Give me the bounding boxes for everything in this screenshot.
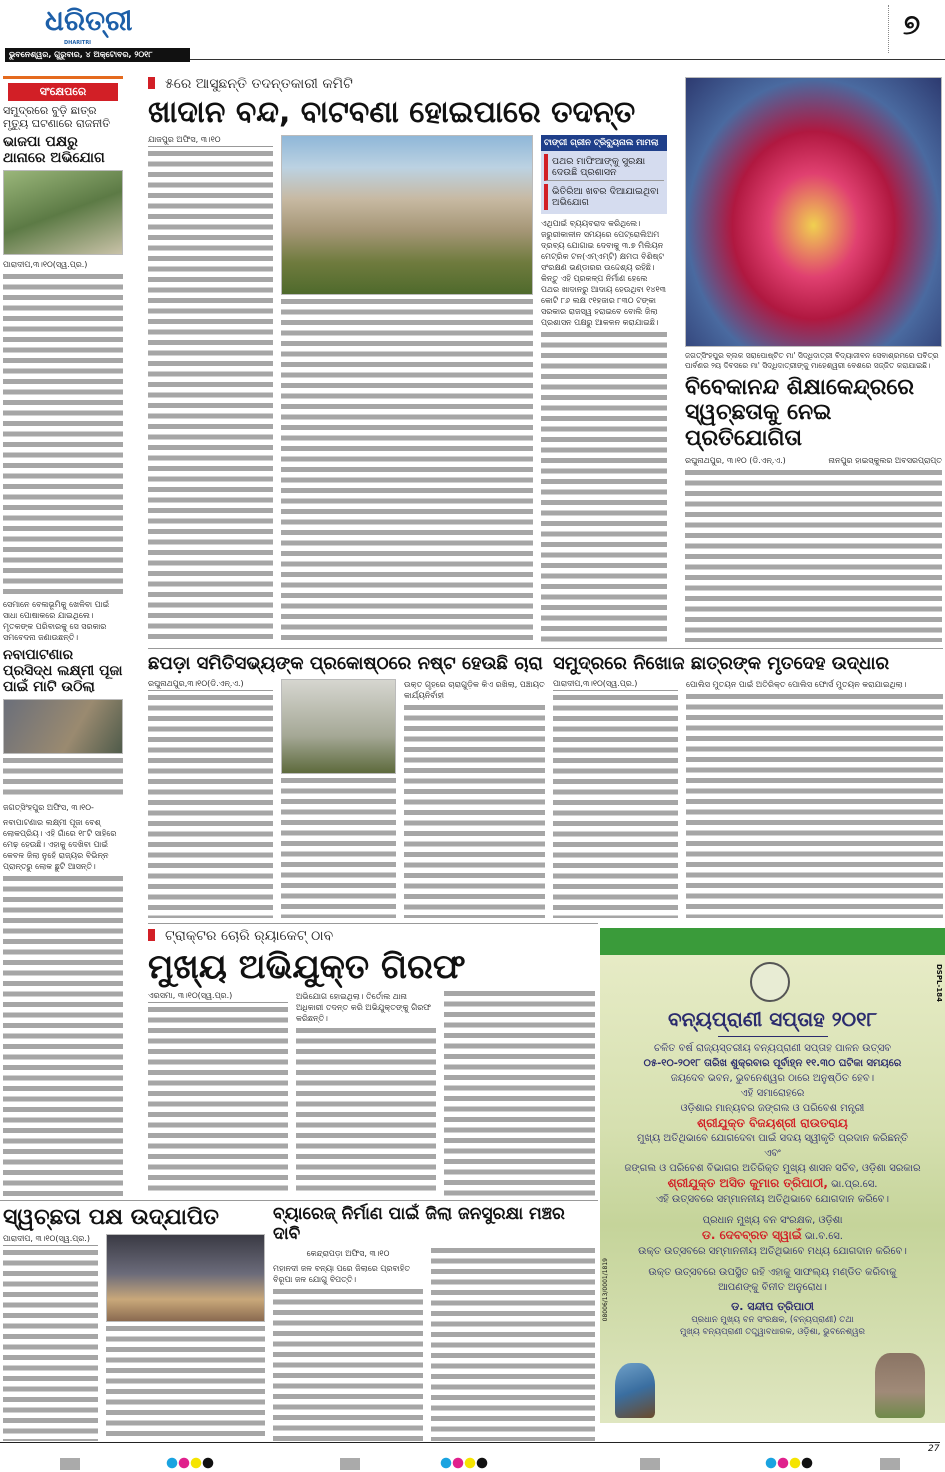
student-lead: ପୋଲିସ ମୁତୟନ ପାଇଁ ଅତିରିକ୍ତ ପୋଲିସ ଫୋର୍ସ ମୁତୟନ କରାଯାଇଥିଲା। — [686, 679, 907, 689]
ad-line: ଉକ୍ତ ଉତ୍ସବରେ ସମ୍ମାନନୀୟ ଅତିଥିଭାବେ ମଧ୍ୟ ଯୋଗଦାନ କରିବେ। — [638, 1246, 907, 1257]
ad-line: ଏହି ଉତ୍ସବରେ ସମ୍ମାନନୀୟ ଅତିଥିଭାବେ ଯୋଗଦାନ କରିବେ। — [656, 1194, 889, 1205]
ad-secretary: ଶ୍ରୀଯୁକ୍ତ ଅସିତ କୁମାର ତ୍ରିପାଠୀ, — [667, 1176, 828, 1190]
swachhata-headline: ସ୍ୱଚ୍ଛତା ପକ୍ଷ ଉଦ୍‌ଯାପିତ — [3, 1205, 219, 1230]
brief-label: ସଂକ୍ଷେପରେ — [8, 83, 118, 101]
lakshmi-photo — [3, 699, 123, 754]
right-top — [685, 77, 942, 642]
logo-subtitle: DHARITRI — [64, 40, 92, 46]
barrage-story — [273, 1205, 595, 1441]
brief-tail: ସେମାନେ ବେଳାଭୂମିକୁ ଖେଳିବା ପାଇଁ ସାଧା ପୋଷାକରେ ଯାଇଥିଲେ। ମୃତକଙ୍କ ପରିବାରକୁ ସେ ସରକାର ସମବେଦନା ଜଣାଉଛନ୍ତି। — [3, 599, 110, 642]
barrage-lead: ମହାନଦୀ ଜଳ ବନ୍ୟା ପରେ ଜିଲାରେ ପ୍ରବାହିତ ବିରୂପା ଜଳ ଯୋଗୁ ବିପତ୍ତି। — [273, 1264, 411, 1285]
left-column — [3, 76, 123, 1196]
brief-photo — [3, 170, 123, 255]
barrage-headline: ବ୍ୟାରେଜ୍ ନିର୍ମାଣ ପାଇଁ ଜିଲା ଜନସୁରକ୍ଷା ମଞ୍ଚର ଦାବି — [273, 1204, 565, 1244]
lead-byline: ଯାଜପୁର ଅଫିସ, ୩।୧୦ — [148, 135, 273, 147]
ad-code-left: 08006/13/0001/1819 — [602, 1258, 609, 1322]
truck-lead: ଅଭିଯୋଗ ହୋଇଥିଲା। ତିର୍ତୋଲ ଥାନା ଅଧିକାରୀ ତଦନ୍ତ କରି ଅଭିଯୁକ୍ତଙ୍କୁ ଗିରଫ କରିଛନ୍ତି। — [296, 992, 431, 1024]
brief-byline: ପାରାଦୀପ,୩।୧୦(ସ୍ୱ.ପ୍ର.) — [3, 260, 88, 270]
vivekananda-headline: ବିବେକାନନ୍ଦ ଶିକ୍ଷାକେନ୍ଦ୍ରରେ ସ୍ୱଚ୍ଛତାକୁ ନେଇ ପ୍ରତିଯୋଗିତା — [685, 375, 915, 451]
lakshmi-lead: ନବାପାଟଣାର ଲକ୍ଷ୍ମୀ ପୂଜା ବେଶ୍ ଲୋକପ୍ରିୟ। ଏହି ଗାଁରେ ୧୮ଟି ସାହିରେ ମେଢ଼ ହେଉଛି। ଏହାକୁ ଦେଖିବା ପାଇଁ କେବଳ ଜିଲା ନୁହେଁ ରାଜ୍ୟର ବିଭିନ୍ନ ପ୍ରାନ୍ତରୁ ଲୋକ ଛୁଟି ଆସନ୍ତି। — [3, 817, 117, 871]
sidebar-point: ଭିତିରିଆ ଖବର ଦିଆଯାଇଥିବା ଅଭିଯୋଗ — [544, 184, 664, 210]
ad-code-right: DSPL-184 — [935, 964, 943, 1002]
page-number: ୭ — [903, 8, 921, 41]
ad-line: ଏବଂ — [764, 1148, 781, 1159]
ad-signatory-title: ମୁଖ୍ୟ ବନ୍ୟପ୍ରାଣୀ ତତ୍ତ୍ୱାବଧାରକ, ଓଡ଼ିଶା, ଭୁବନେଶ୍ୱର — [680, 1327, 865, 1337]
ad-line: ୦୫-୧୦-୨୦୧୮ ତାରିଖ ଶୁକ୍ରବାର ପୂର୍ବାହ୍ନ ୧୧.୩୦ ଘଟିକା ସମୟରେ — [643, 1058, 902, 1069]
vivekananda-byline: ରଘୁନାଥପୁର, ୩।୧୦ (ଡି.ଏନ୍.ଏ.) — [685, 455, 786, 465]
brief-subhead: ସମୁଦ୍ରରେ ବୁଡ଼ି ଛାତ୍ର ମୃତ୍ୟୁ ଘଟଣାରେ ରାଜନୀତି — [3, 104, 111, 130]
ad-pccf-suffix: ଭା.ବ.ସେ. — [801, 1231, 843, 1242]
temple-caption: ଜଗତ୍‌ସିଂହପୁର ବ୍ଲକ ସରାପୋଷ୍ଟିତ ମା' ସିଦ୍ଧିଦାତ୍ରୀ ବିଦ୍ୟାଜୀବନ ସେବାଶ୍ରମରେ ପବିତ୍ର ପାର୍ବଣର ୨ୟ ଦିବସରେ ମା' ସିଦ୍ଧିଦାତ୍ରୀଙ୍କୁ ମାହେଶ୍ୱରୀ ବେଶରେ ସଜ୍ଜିତ କରାଯାଇଛି। — [685, 351, 939, 370]
ad-pccf: ଡ. ଦେବବ୍ରତ ସ୍ୱାଇଁ — [702, 1228, 802, 1242]
bird-illustration — [615, 1363, 655, 1418]
lakshmi-byline: ଜଗତ୍‌ସିଂହପୁର ଅଫିସ, ୩।୧୦- — [3, 802, 94, 812]
truck-byline: ଏରସମା, ୩।୧୦(ସ୍ୱ.ପ୍ର.) — [148, 991, 288, 1003]
temple-photo — [685, 77, 942, 347]
vivekananda-lead: ନାନପୁର ହାଇସ୍କୁଲର ଅବସରପ୍ରାପ୍ତ — [828, 455, 942, 465]
student-headline: ସମୁଦ୍ରରେ ନିଖୋଜ ଛାତ୍ରଙ୍କ ମୃତଦେହ ଉଦ୍ଧାର — [553, 653, 890, 674]
lakshmi-headline: ନବାପାଟଣାର ପ୍ରସିଦ୍ଧ ଲକ୍ଷ୍ମୀ ପୂଜା ପାଇଁ ମାଟି ଉଠିଲା — [3, 646, 123, 695]
lead-story — [148, 76, 675, 642]
ad-line: ଓଡ଼ିଶାର ମାନ୍ୟବର ଜଙ୍ଗଲ ଓ ପରିବେଶ ମନ୍ତ୍ରୀ — [680, 1103, 865, 1114]
ad-appeal: ଉକ୍ତ ଉତ୍ସବରେ ଉପସ୍ଥିତ ରହି ଏହାକୁ ସାଫଲ୍ୟ ମଣ୍ଡିତ କରିବାକୁ ଆପଣଙ୍କୁ ବିନୀତ ଅନୁରୋଧ। — [648, 1267, 897, 1293]
lead-headline: ଖାଦାନ ବନ୍ଦ, ବାଟବଣା ହୋଇପାରେ ତଦନ୍ତ — [148, 95, 636, 130]
chhapada-story — [148, 654, 545, 918]
deer-illustration — [875, 1353, 925, 1418]
quarry-photo — [281, 135, 533, 295]
sidebar-box — [541, 135, 667, 214]
brief-headline: ଭାଜପା ପକ୍ଷରୁ ଥାନାରେ ଅଭିଯୋଗ — [3, 134, 105, 167]
seedling-photo — [281, 679, 396, 774]
ad-signatory: ଡ. ସନ୍ଦୀପ ତ୍ରିପାଠୀ — [731, 1300, 814, 1313]
ad-line: ଜୟଦେବ ଭବନ, ଭୁବନେଶ୍ୱର ଠାରେ ଅନୁଷ୍ଠିତ ହେବ। — [670, 1073, 875, 1084]
page-folio: 27 — [928, 1444, 940, 1454]
swachhata-photo — [106, 1234, 265, 1322]
chhapada-byline: ରଘୁନାଥପୁର,୩।୧୦(ଡି.ଏନ୍.ଏ.) — [148, 679, 273, 691]
ad-pccf-title: ପ୍ରଧାନ ମୁଖ୍ୟ ବନ ସଂରକ୍ଷକ, ଓଡ଼ିଶା — [702, 1215, 843, 1226]
chhapada-lead: ଉକ୍ତ ଗୃହରେ ଚାରାଗୁଡ଼ିକ କିଏ ରଖିଲା, ପଞ୍ଚାୟତ କାର୍ଯ୍ୟନିର୍ବାହୀ — [404, 679, 545, 700]
sidebar-title: ଟାଙ୍ଗୀ ଗ୍ରୀନ ଟ୍ରିବ୍ୟୁନାଲ ମାମଲା — [541, 135, 667, 151]
student-story — [553, 654, 943, 918]
ad-line: ଏହି ସମାରୋହରେ — [740, 1088, 805, 1099]
ad-minister: ଶ୍ରୀଯୁକ୍ତ ବିଜୟଶ୍ରୀ ରାଉତରାୟ — [697, 1116, 848, 1130]
ad-line: ଜଙ୍ଗଲ ଓ ପରିବେଶ ବିଭାଗର ଅତିରିକ୍ତ ମୁଖ୍ୟ ଶାସନ ସଚିବ, ଓଡ଼ିଶା ସରକାର — [624, 1163, 921, 1174]
swachhata-story — [3, 1205, 265, 1441]
registration-marks — [0, 1455, 940, 1472]
ad-line: ମୁଖ୍ୟ ଅତିଥିଭାବେ ଯୋଗଦେବା ପାଇଁ ସଦୟ ସ୍ୱୀକୃତି ପ୍ରଦାନ କରିଛନ୍ତି — [637, 1133, 908, 1144]
odisha-emblem — [750, 962, 790, 1002]
sidebar-point: ପଥର ମାଫିଆଙ୍କୁ ସୁରକ୍ଷା ଦେଉଛି ପ୍ରଶାସନ — [544, 154, 664, 181]
truck-headline: ମୁଖ୍ୟ ଅଭିଯୁକ୍ତ ଗିରଫ — [148, 947, 466, 987]
truck-story — [148, 928, 595, 1196]
student-byline: ପାରାଦୀପ,୩।୧୦(ସ୍ୱ.ପ୍ର.) — [553, 679, 678, 691]
chhapada-headline: ଛପଡ଼ା ସମିତିସଭ୍ୟଙ୍କ ପ୍ରକୋଷ୍ଠରେ ନଷ୍ଟ ହେଉଛି ଚାରା — [148, 653, 543, 674]
barrage-byline: କେନ୍ଦ୍ରାପଡ଼ା ଅଫିସ, ୩।୧୦ — [306, 1249, 390, 1259]
swachhata-byline: ପାରାଦୀପ, ୩।୧୦(ସ୍ୱ.ପ୍ର.) — [3, 1234, 98, 1246]
wildlife-week-ad — [600, 928, 945, 1423]
masthead — [0, 0, 945, 64]
dateline: ଭୁବନେଶ୍ୱର, ଗୁରୁବାର, ୪ ଅକ୍ଟୋବର, ୨୦୧୮ — [5, 48, 190, 62]
lead-kicker: ୫ରେ ଆସୁଛନ୍ତି ତଦନ୍ତକାରୀ କମିଟି — [148, 76, 675, 92]
ad-secretary-suffix: ଭା.ପ୍ର.ସେ. — [827, 1179, 878, 1190]
ad-signatory-title: ପ୍ରଧାନ ମୁଖ୍ୟ ବନ ସଂରକ୍ଷକ, (ବନ୍ୟପ୍ରାଣୀ) ତଥା — [691, 1315, 854, 1325]
logo: ଧରିତ୍ରୀ — [45, 4, 133, 37]
lead-column-text: ଏଥିପାଇଁ ବ୍ୟୟବରାଦ କରିଥିଲେ। ଜରୁରୀକାଳୀନ ସମୟରେ ପେଟ୍ରୋଲିଅମ ଦ୍ରବ୍ୟ ଯୋଗାଇ ଦେବାକୁ ୩.୭ ମିଲିୟନ ମେଟ୍ରିକ ଟନ(ଏମ୍‌ଏମ୍‌ଟି) କ୍ଷମତା ବିଶିଷ୍ଟ ସଂରକ୍ଷଣ ଭଣ୍ଡାରର ଉଦ୍ଦେଶ୍ୟ ରହିଛି। କିନ୍ତୁ ଏହି ପ୍ରକଳ୍ପ ନିର୍ମାଣ ହେଲେ ପଥର ଖାଦାନରୁ ଆଦାୟ ହେଉଥିବା ୧୪୧୩ କୋଟି ୮୬ ଲକ୍ଷ ୯୧ହଜାର ୮୩୦ ଟଙ୍କା ସରକାର ରାଜସ୍ୱ ହରାଇବେ ବୋଲି ଜିଲା ପ୍ରଶାସନ ପକ୍ଷରୁ ଆକଳନ କରାଯାଇଛି। — [541, 218, 666, 327]
truck-kicker: ଟ୍ରାକ୍ଟର ଚୋରି ର୍‍ୟାକେଟ୍ ଠାବ — [148, 928, 595, 944]
ad-line: ଚଳିତ ବର୍ଷ ରାଜ୍ୟସ୍ତରୀୟ ବନ୍ୟପ୍ରାଣୀ ସପ୍ତାହ ପାଳନ ଉତ୍ସବ — [653, 1043, 892, 1054]
ad-title: ବନ୍ୟପ୍ରାଣୀ ସପ୍ତାହ ୨୦୧୮ — [667, 1007, 878, 1031]
